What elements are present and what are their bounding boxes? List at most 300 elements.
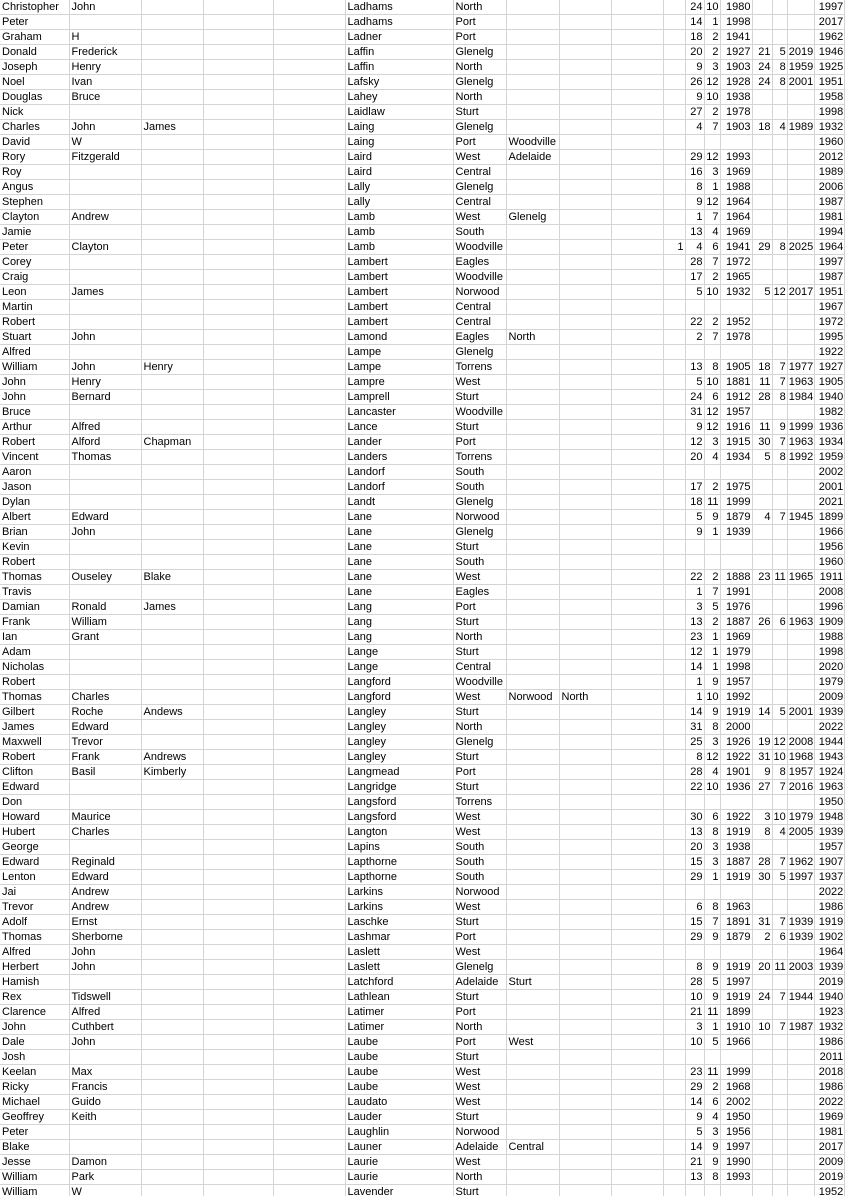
table-cell[interactable]: Ivan — [69, 75, 141, 90]
table-cell[interactable]: Lamond — [345, 330, 453, 345]
table-cell[interactable] — [203, 870, 273, 885]
table-cell[interactable] — [141, 1185, 203, 1196]
table-cell[interactable]: 2018 — [815, 1065, 845, 1080]
table-cell[interactable] — [559, 405, 611, 420]
table-cell[interactable]: 13 — [685, 615, 704, 630]
table-cell[interactable] — [611, 615, 663, 630]
table-cell[interactable] — [772, 1140, 787, 1155]
table-cell[interactable]: 18 — [752, 120, 772, 135]
table-cell[interactable]: 1928 — [720, 75, 752, 90]
table-cell[interactable]: Jesse — [0, 1155, 69, 1170]
table-cell[interactable]: 29 — [685, 1080, 704, 1095]
table-cell[interactable]: 1997 — [815, 255, 845, 270]
table-cell[interactable] — [752, 255, 772, 270]
table-cell[interactable] — [141, 585, 203, 600]
table-cell[interactable]: Laing — [345, 135, 453, 150]
table-cell[interactable] — [141, 0, 203, 15]
table-cell[interactable] — [141, 180, 203, 195]
table-cell[interactable] — [663, 1155, 685, 1170]
table-cell[interactable] — [69, 840, 141, 855]
table-cell[interactable] — [141, 870, 203, 885]
table-cell[interactable] — [506, 1020, 559, 1035]
table-cell[interactable]: H — [69, 30, 141, 45]
table-cell[interactable]: Trevor — [0, 900, 69, 915]
table-cell[interactable] — [559, 855, 611, 870]
table-cell[interactable]: Laidlaw — [345, 105, 453, 120]
table-cell[interactable] — [752, 885, 772, 900]
table-cell[interactable] — [559, 1050, 611, 1065]
table-cell[interactable]: 13 — [685, 360, 704, 375]
table-cell[interactable] — [752, 1065, 772, 1080]
table-cell[interactable]: 1 — [663, 240, 685, 255]
table-cell[interactable] — [752, 1095, 772, 1110]
table-cell[interactable]: Thomas — [69, 450, 141, 465]
table-cell[interactable]: 22 — [685, 570, 704, 585]
table-cell[interactable]: South — [453, 555, 506, 570]
table-cell[interactable] — [611, 630, 663, 645]
table-cell[interactable]: 18 — [685, 30, 704, 45]
table-cell[interactable] — [704, 555, 720, 570]
table-cell[interactable] — [273, 420, 345, 435]
table-cell[interactable] — [203, 60, 273, 75]
table-cell[interactable]: 8 — [704, 1170, 720, 1185]
table-cell[interactable] — [506, 645, 559, 660]
table-cell[interactable]: Launer — [345, 1140, 453, 1155]
table-cell[interactable]: Woodville — [453, 405, 506, 420]
table-cell[interactable] — [141, 165, 203, 180]
table-cell[interactable]: 1948 — [815, 810, 845, 825]
table-cell[interactable] — [203, 510, 273, 525]
table-cell[interactable]: 1919 — [720, 870, 752, 885]
table-cell[interactable]: 1939 — [815, 960, 845, 975]
table-cell[interactable]: Central — [453, 300, 506, 315]
table-cell[interactable] — [559, 90, 611, 105]
table-cell[interactable]: Graham — [0, 30, 69, 45]
table-cell[interactable] — [559, 945, 611, 960]
table-cell[interactable]: 7 — [704, 210, 720, 225]
table-cell[interactable]: Lange — [345, 660, 453, 675]
table-cell[interactable] — [141, 555, 203, 570]
table-cell[interactable] — [506, 345, 559, 360]
table-cell[interactable] — [787, 1155, 814, 1170]
table-cell[interactable] — [787, 540, 814, 555]
table-cell[interactable]: 1944 — [815, 735, 845, 750]
table-cell[interactable]: John — [69, 330, 141, 345]
table-cell[interactable]: 1963 — [720, 900, 752, 915]
table-cell[interactable] — [506, 405, 559, 420]
table-cell[interactable]: Leon — [0, 285, 69, 300]
table-cell[interactable]: Sturt — [453, 645, 506, 660]
table-cell[interactable] — [752, 0, 772, 15]
table-cell[interactable]: 1887 — [720, 855, 752, 870]
table-cell[interactable]: Lane — [345, 525, 453, 540]
table-cell[interactable] — [752, 675, 772, 690]
table-cell[interactable] — [273, 765, 345, 780]
table-cell[interactable] — [273, 510, 345, 525]
table-cell[interactable]: 9 — [704, 960, 720, 975]
table-cell[interactable] — [559, 345, 611, 360]
table-cell[interactable]: Lafsky — [345, 75, 453, 90]
table-cell[interactable]: South — [453, 465, 506, 480]
table-cell[interactable] — [506, 990, 559, 1005]
table-cell[interactable]: 11 — [704, 495, 720, 510]
table-cell[interactable]: Latchford — [345, 975, 453, 990]
table-cell[interactable] — [752, 225, 772, 240]
table-cell[interactable] — [663, 495, 685, 510]
table-cell[interactable] — [559, 990, 611, 1005]
table-cell[interactable]: 5 — [685, 510, 704, 525]
table-cell[interactable] — [203, 705, 273, 720]
table-cell[interactable] — [559, 555, 611, 570]
table-cell[interactable]: West — [453, 810, 506, 825]
table-cell[interactable]: 30 — [752, 870, 772, 885]
table-cell[interactable] — [611, 735, 663, 750]
table-cell[interactable]: West — [453, 1155, 506, 1170]
table-cell[interactable] — [772, 555, 787, 570]
table-cell[interactable]: Frank — [0, 615, 69, 630]
table-cell[interactable] — [559, 630, 611, 645]
table-cell[interactable] — [203, 270, 273, 285]
table-cell[interactable]: 10 — [704, 690, 720, 705]
table-cell[interactable]: Lancaster — [345, 405, 453, 420]
table-cell[interactable] — [752, 1125, 772, 1140]
table-cell[interactable] — [772, 1035, 787, 1050]
table-cell[interactable]: Fitzgerald — [69, 150, 141, 165]
table-cell[interactable]: Craig — [0, 270, 69, 285]
table-cell[interactable] — [704, 1185, 720, 1196]
table-cell[interactable] — [752, 105, 772, 120]
table-cell[interactable] — [787, 135, 814, 150]
table-cell[interactable] — [611, 75, 663, 90]
table-cell[interactable]: Andrew — [69, 900, 141, 915]
table-cell[interactable] — [787, 1125, 814, 1140]
table-cell[interactable]: 1976 — [720, 600, 752, 615]
table-cell[interactable]: 28 — [685, 975, 704, 990]
table-cell[interactable] — [141, 735, 203, 750]
table-cell[interactable] — [203, 630, 273, 645]
table-cell[interactable] — [203, 0, 273, 15]
table-cell[interactable] — [611, 990, 663, 1005]
table-cell[interactable]: Lamb — [345, 210, 453, 225]
table-cell[interactable] — [273, 270, 345, 285]
table-cell[interactable]: 2000 — [720, 720, 752, 735]
table-cell[interactable]: Port — [453, 30, 506, 45]
table-cell[interactable]: Glenelg — [453, 45, 506, 60]
table-cell[interactable] — [663, 705, 685, 720]
table-cell[interactable] — [141, 1080, 203, 1095]
table-cell[interactable]: Robert — [0, 750, 69, 765]
table-cell[interactable]: Lenton — [0, 870, 69, 885]
table-cell[interactable] — [141, 1050, 203, 1065]
table-cell[interactable] — [752, 660, 772, 675]
table-cell[interactable] — [787, 90, 814, 105]
table-cell[interactable] — [141, 645, 203, 660]
table-cell[interactable]: Keelan — [0, 1065, 69, 1080]
table-cell[interactable] — [559, 1125, 611, 1140]
table-cell[interactable]: 1979 — [815, 675, 845, 690]
table-cell[interactable] — [69, 975, 141, 990]
table-cell[interactable] — [203, 525, 273, 540]
table-cell[interactable]: Alfred — [69, 420, 141, 435]
table-cell[interactable] — [787, 795, 814, 810]
table-cell[interactable] — [273, 570, 345, 585]
table-cell[interactable] — [273, 1110, 345, 1125]
table-cell[interactable]: 2 — [685, 330, 704, 345]
table-cell[interactable]: John — [69, 0, 141, 15]
table-cell[interactable]: 2022 — [815, 885, 845, 900]
table-cell[interactable] — [663, 645, 685, 660]
table-cell[interactable] — [141, 840, 203, 855]
table-cell[interactable] — [772, 660, 787, 675]
table-cell[interactable] — [506, 450, 559, 465]
table-cell[interactable]: 1 — [704, 645, 720, 660]
table-cell[interactable] — [141, 690, 203, 705]
table-cell[interactable]: 1996 — [815, 600, 845, 615]
table-cell[interactable] — [752, 1185, 772, 1196]
table-cell[interactable]: Dylan — [0, 495, 69, 510]
table-cell[interactable]: 1958 — [815, 90, 845, 105]
table-cell[interactable]: William — [0, 360, 69, 375]
table-cell[interactable] — [663, 285, 685, 300]
table-cell[interactable] — [141, 330, 203, 345]
table-cell[interactable]: 1997 — [720, 975, 752, 990]
table-cell[interactable] — [611, 435, 663, 450]
table-cell[interactable] — [720, 945, 752, 960]
table-cell[interactable] — [663, 915, 685, 930]
table-cell[interactable]: Laube — [345, 1065, 453, 1080]
table-cell[interactable]: John — [0, 375, 69, 390]
table-cell[interactable] — [611, 105, 663, 120]
table-cell[interactable]: 1998 — [815, 645, 845, 660]
table-cell[interactable] — [611, 825, 663, 840]
table-cell[interactable] — [203, 165, 273, 180]
table-cell[interactable] — [559, 705, 611, 720]
table-cell[interactable]: Glenelg — [506, 210, 559, 225]
table-cell[interactable] — [611, 375, 663, 390]
table-cell[interactable]: Lampe — [345, 345, 453, 360]
table-cell[interactable] — [203, 600, 273, 615]
table-cell[interactable] — [663, 1110, 685, 1125]
table-cell[interactable]: 2009 — [815, 1155, 845, 1170]
table-cell[interactable]: Jai — [0, 885, 69, 900]
table-cell[interactable]: Roche — [69, 705, 141, 720]
table-cell[interactable]: 1963 — [788, 436, 814, 448]
table-cell[interactable] — [611, 180, 663, 195]
table-cell[interactable] — [559, 780, 611, 795]
table-cell[interactable] — [787, 1035, 814, 1050]
table-cell[interactable]: 7 — [772, 360, 787, 375]
table-cell[interactable] — [752, 315, 772, 330]
table-cell[interactable]: 31 — [685, 720, 704, 735]
table-cell[interactable]: Peter — [0, 1125, 69, 1140]
table-cell[interactable]: Francis — [69, 1080, 141, 1095]
table-cell[interactable]: Adelaide — [506, 150, 559, 165]
table-cell[interactable]: 30 — [752, 435, 772, 450]
table-cell[interactable]: 12 — [685, 435, 704, 450]
table-cell[interactable]: Roy — [0, 165, 69, 180]
table-cell[interactable] — [69, 345, 141, 360]
table-cell[interactable] — [203, 330, 273, 345]
table-cell[interactable]: Langsford — [345, 810, 453, 825]
table-cell[interactable] — [273, 135, 345, 150]
table-cell[interactable]: 1978 — [720, 105, 752, 120]
table-cell[interactable] — [611, 900, 663, 915]
table-cell[interactable]: James — [69, 285, 141, 300]
table-cell[interactable]: 28 — [752, 390, 772, 405]
table-cell[interactable]: Lambert — [345, 300, 453, 315]
table-cell[interactable] — [203, 195, 273, 210]
table-cell[interactable] — [203, 1110, 273, 1125]
table-cell[interactable]: 1990 — [720, 1155, 752, 1170]
table-cell[interactable] — [203, 375, 273, 390]
table-cell[interactable] — [273, 615, 345, 630]
table-cell[interactable]: 1888 — [720, 570, 752, 585]
table-cell[interactable]: 1934 — [815, 435, 845, 450]
table-cell[interactable]: Sturt — [453, 915, 506, 930]
table-cell[interactable]: Ian — [0, 630, 69, 645]
table-cell[interactable] — [752, 165, 772, 180]
table-cell[interactable]: Trevor — [69, 735, 141, 750]
table-cell[interactable]: Torrens — [453, 360, 506, 375]
table-cell[interactable]: 1998 — [815, 105, 845, 120]
table-cell[interactable]: 10 — [685, 1035, 704, 1050]
table-cell[interactable]: Andrew — [69, 210, 141, 225]
table-cell[interactable] — [752, 330, 772, 345]
table-cell[interactable]: 5 — [685, 375, 704, 390]
table-cell[interactable] — [506, 1050, 559, 1065]
table-cell[interactable]: 2 — [704, 105, 720, 120]
table-cell[interactable] — [506, 660, 559, 675]
table-cell[interactable]: North — [559, 690, 611, 705]
table-cell[interactable] — [141, 510, 203, 525]
table-cell[interactable]: 4 — [772, 825, 787, 840]
table-cell[interactable] — [787, 225, 814, 240]
table-cell[interactable]: 8 — [685, 750, 704, 765]
table-cell[interactable] — [772, 255, 787, 270]
table-cell[interactable] — [273, 45, 345, 60]
table-cell[interactable] — [663, 630, 685, 645]
table-cell[interactable]: 1969 — [720, 630, 752, 645]
table-cell[interactable] — [559, 960, 611, 975]
table-cell[interactable] — [141, 975, 203, 990]
table-cell[interactable] — [203, 795, 273, 810]
table-cell[interactable] — [559, 1140, 611, 1155]
table-cell[interactable]: Sturt — [453, 705, 506, 720]
table-cell[interactable]: 1992 — [788, 451, 814, 463]
table-cell[interactable] — [663, 1035, 685, 1050]
table-cell[interactable]: 1945 — [788, 511, 814, 523]
table-cell[interactable]: 1963 — [815, 780, 845, 795]
table-cell[interactable]: 1957 — [788, 766, 814, 778]
table-cell[interactable]: Thomas — [0, 570, 69, 585]
table-cell[interactable]: 1938 — [720, 90, 752, 105]
table-cell[interactable]: 6 — [685, 900, 704, 915]
table-cell[interactable] — [611, 1110, 663, 1125]
table-cell[interactable] — [752, 30, 772, 45]
table-cell[interactable] — [752, 1080, 772, 1095]
table-cell[interactable] — [663, 210, 685, 225]
table-cell[interactable] — [787, 480, 814, 495]
table-cell[interactable]: Henry — [69, 60, 141, 75]
table-cell[interactable]: Langford — [345, 690, 453, 705]
table-cell[interactable]: West — [453, 150, 506, 165]
table-cell[interactable]: Latimer — [345, 1020, 453, 1035]
table-cell[interactable]: 10 — [685, 990, 704, 1005]
table-cell[interactable]: Central — [453, 165, 506, 180]
table-cell[interactable]: 1984 — [788, 391, 814, 403]
table-cell[interactable]: 2006 — [815, 180, 845, 195]
table-cell[interactable]: 1915 — [720, 435, 752, 450]
table-cell[interactable]: 8 — [772, 75, 787, 90]
table-cell[interactable] — [506, 495, 559, 510]
table-cell[interactable]: 1960 — [815, 135, 845, 150]
table-cell[interactable]: 1910 — [720, 1020, 752, 1035]
table-cell[interactable] — [559, 1080, 611, 1095]
table-cell[interactable] — [752, 540, 772, 555]
table-cell[interactable] — [203, 1005, 273, 1020]
table-cell[interactable]: Ronald — [69, 600, 141, 615]
table-cell[interactable] — [787, 345, 814, 360]
table-cell[interactable] — [506, 600, 559, 615]
table-cell[interactable]: Langley — [345, 720, 453, 735]
table-cell[interactable]: 2001 — [788, 706, 814, 718]
table-cell[interactable]: Lane — [345, 555, 453, 570]
table-cell[interactable] — [506, 585, 559, 600]
table-cell[interactable]: 1932 — [720, 285, 752, 300]
table-cell[interactable] — [69, 15, 141, 30]
table-cell[interactable] — [506, 315, 559, 330]
table-cell[interactable]: 12 — [685, 645, 704, 660]
table-cell[interactable]: 1962 — [788, 856, 814, 868]
table-cell[interactable]: 1919 — [720, 990, 752, 1005]
table-cell[interactable] — [752, 1110, 772, 1125]
table-cell[interactable] — [203, 945, 273, 960]
table-cell[interactable]: Robert — [0, 675, 69, 690]
table-cell[interactable]: Chapman — [141, 435, 203, 450]
table-cell[interactable] — [506, 915, 559, 930]
table-cell[interactable]: 1986 — [815, 900, 845, 915]
table-cell[interactable]: 2 — [704, 270, 720, 285]
table-cell[interactable]: West — [453, 690, 506, 705]
table-cell[interactable]: 1972 — [720, 255, 752, 270]
table-cell[interactable]: Edward — [0, 780, 69, 795]
table-cell[interactable] — [273, 690, 345, 705]
table-cell[interactable]: 28 — [685, 255, 704, 270]
table-cell[interactable]: 12 — [704, 195, 720, 210]
table-cell[interactable] — [203, 1125, 273, 1140]
table-cell[interactable] — [203, 915, 273, 930]
table-cell[interactable]: Nicholas — [0, 660, 69, 675]
table-cell[interactable] — [141, 1065, 203, 1080]
table-cell[interactable]: Sturt — [453, 390, 506, 405]
table-cell[interactable] — [141, 900, 203, 915]
table-cell[interactable]: Lang — [345, 630, 453, 645]
table-cell[interactable] — [611, 420, 663, 435]
table-cell[interactable] — [506, 840, 559, 855]
table-cell[interactable]: 5 — [752, 450, 772, 465]
table-cell[interactable]: 9 — [685, 90, 704, 105]
table-cell[interactable] — [663, 750, 685, 765]
table-cell[interactable] — [772, 480, 787, 495]
table-cell[interactable] — [611, 405, 663, 420]
table-cell[interactable]: 1959 — [815, 450, 845, 465]
table-cell[interactable]: 1 — [704, 525, 720, 540]
table-cell[interactable] — [787, 675, 814, 690]
table-cell[interactable] — [141, 855, 203, 870]
table-cell[interactable] — [611, 795, 663, 810]
table-cell[interactable] — [203, 885, 273, 900]
table-cell[interactable] — [752, 525, 772, 540]
